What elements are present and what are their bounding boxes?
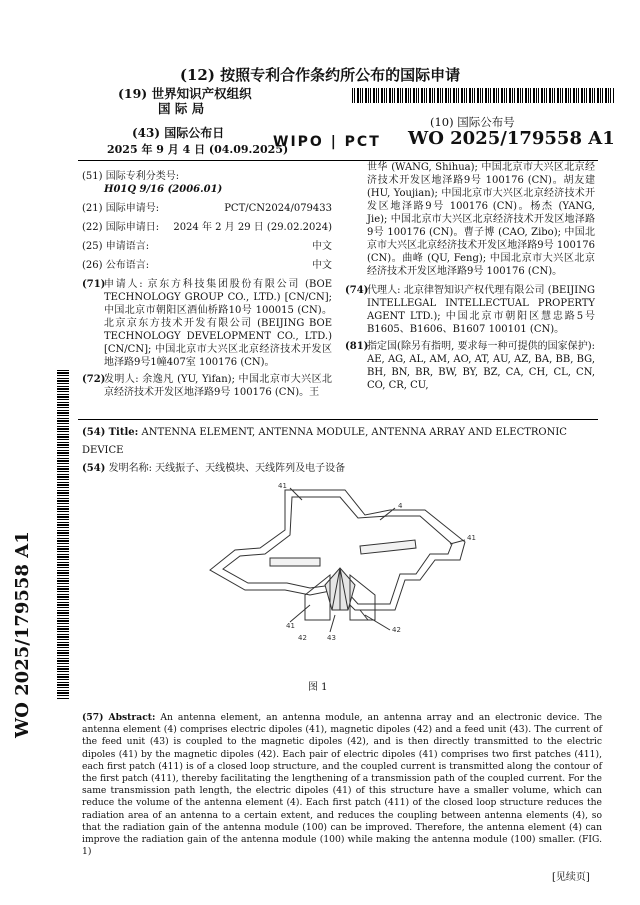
en-title-label: Title: (108, 427, 139, 438)
document-title: (12) 按照专利合作条约所公布的国际申请 (179, 66, 461, 84)
appno-label: (21) 国际申请号: (82, 203, 160, 214)
continued-note: [见续页] (552, 872, 590, 883)
agent-code: (74) (345, 285, 369, 296)
top-barcode (352, 88, 614, 103)
abstract-block (82, 712, 602, 858)
titles-divider (78, 419, 598, 420)
inventor-text: 发明人: 余逸凡 (YU, Yifan); 中国北京市大兴区北京经济技术开发区地泽路9号 100176 (CN)。王 (104, 374, 332, 398)
pubdate-label: (43) 国际公布日 (132, 126, 225, 140)
publication-number: WO 2025/179558 A1 (408, 128, 615, 149)
inventor-code: (72) (82, 374, 106, 385)
magnetic-dipole-left (305, 575, 330, 620)
figure-caption: 图 1 (308, 682, 328, 693)
lang-label: (25) 申请语言: (82, 241, 150, 252)
filing-row (82, 221, 332, 234)
dipole-arm-left (270, 558, 320, 566)
label-41-left: 41 (286, 622, 295, 630)
abstract-label: Abstract: (108, 712, 156, 723)
ipc-label: (51) 国际专利分类号: (82, 171, 180, 182)
publang-value: 中文 (312, 260, 332, 271)
states-row (345, 340, 595, 392)
applicant-text: 申请人: 京东方科技集团股份有限公司 (BOE TECHNOLOGY GROUP CO., LTD.) [CN/CN]; 中国北京市朝阳区酒仙桥路10号 100015 (CN)。北京京东方技术开发有限公司 (BEIJING BOE TECHNOLOGY DEVELOPMENT CO., LTD.) [CN/CN]; 中国北京市大兴区北京经济技术开发区地泽路9号1幢407室 100176 (CN)。 (104, 279, 332, 368)
vertical-publication-number: WO 2025/179558 A1 (12, 531, 33, 738)
agent-text: 代理人: 北京律智知识产权代理有限公司 (BEIJING INTELLEGAL INTELLECTUAL PROPERTY AGENT LTD.); 中国北京市朝阳区慧忠路5号B1605、B1606、B1607 100101 (CN)。 (367, 285, 595, 335)
inventors-continued: 世华 (WANG, Shihua); 中国北京市大兴区北京经济技术开发区地泽路9号 100176 (CN)。胡友建 (HU, Youjian); 中国北京市大兴区北京经济技术开发区地泽路9号 100176 (CN)。杨杰 (YANG, Jie); 中国北京市大兴区北京经济技术开发区地泽路9号 100176 (CN)。曹子博 (CAO, Zibo); 中国北京市大兴区北京经济技术开发区地泽路9号 100176 (CN)。曲峰 (QU, Feng); 中国北京市大兴区北京经济技术开发区地泽路9号 100176 (CN)。 (367, 162, 595, 277)
states-text: 指定国(除另有指明, 要求每一种可提供的国家保护): AE, AG, AL, AM, AO, AT, AU, AZ, BA, BB, BG, BH, BN, BR, BW, BY, BZ, CA, CH, CL, CN, CO, CR, CU, (367, 341, 595, 391)
inventor-row (82, 373, 332, 399)
biblio-right-column (345, 161, 595, 396)
abstract-code: (57) (82, 712, 104, 723)
label-41-top: 41 (278, 482, 287, 490)
lang-row (82, 240, 332, 253)
org-line-2: 国 际 局 (158, 101, 205, 116)
filing-label: (22) 国际申请日: (82, 222, 160, 233)
side-barcode (57, 370, 69, 700)
appno-value: PCT/CN2024/079433 (224, 203, 332, 214)
cn-title-code: (54) (82, 463, 106, 474)
en-title-code: (54) (82, 427, 106, 438)
pubdate: 2025 年 9 月 4 日 (04.09.2025) (107, 143, 289, 156)
filing-value: 2024 年 2 月 29 日 (29.02.2024) (173, 222, 332, 233)
label-41-right: 41 (467, 534, 476, 542)
publang-row (82, 259, 332, 272)
label-43: 43 (327, 634, 336, 642)
english-title-row (82, 424, 602, 460)
applicant-row (82, 278, 332, 369)
english-title: ANTENNA ELEMENT, ANTENNA MODULE, ANTENNA ARRAY AND ELECTRONIC DEVICE (82, 427, 567, 456)
label-42-right: 42 (392, 626, 401, 634)
org-line-1: (19) 世界知识产权组织 (118, 86, 252, 101)
biblio-left-column (82, 170, 332, 403)
publang-label: (26) 公布语言: (82, 260, 150, 271)
ipc-value: H01Q 9/16 (2006.01) (104, 184, 223, 195)
label-4: 4 (398, 502, 403, 510)
agent-row (345, 284, 595, 336)
antenna-figure (190, 470, 510, 675)
inventors-cont-row (345, 161, 595, 278)
appno-row (82, 202, 332, 215)
dipole-arm-right (360, 540, 416, 554)
label-42-left: 42 (298, 634, 307, 642)
organization-name (118, 86, 298, 116)
abstract-text: An antenna element, an antenna module, an antenna array and an electronic device. The antenna element (4) comprises electric dipoles (41), magnetic dipoles (42) and a feed unit (43). The current of the feed unit (43) is coupled to the magnetic dipoles (42), and is then directly transmitted to the electric dipoles (41) by the magnetic dipoles (42). Each pair of electric dipoles (41) comprises two first patches (411), each first patch (411) is of a closed loop structure, and the coupled current is transmitted along the contour of the first patch (411), thereby facilitating the lengthening of a transmission path of the coupled current. For the same transmission path length, the electric dipoles (41) of this structure have a smaller volume, which can reduce the volume of the antenna element (4). Each first patch (411) of the closed loop structure reduces the radiation area of an antenna to a certain extent, and reduces the coupling between antenna elements (4), so that the radiation gain of the antenna module (100) can be improved. Therefore, the antenna element (4) can improve the radiation gain of the antenna module (100) while making the antenna module (100) smaller. (FIG. 1) (82, 712, 603, 858)
wipo-pct-logo: WIPO | PCT (273, 134, 381, 150)
states-code: (81) (345, 341, 369, 352)
pubno-label: (10) 国际公布号 (430, 115, 515, 129)
lang-value: 中文 (312, 241, 332, 252)
applicant-code: (71) (82, 279, 106, 290)
chinese-title: 发明名称: 天线振子、天线模块、天线阵列及电子设备 (108, 463, 346, 474)
